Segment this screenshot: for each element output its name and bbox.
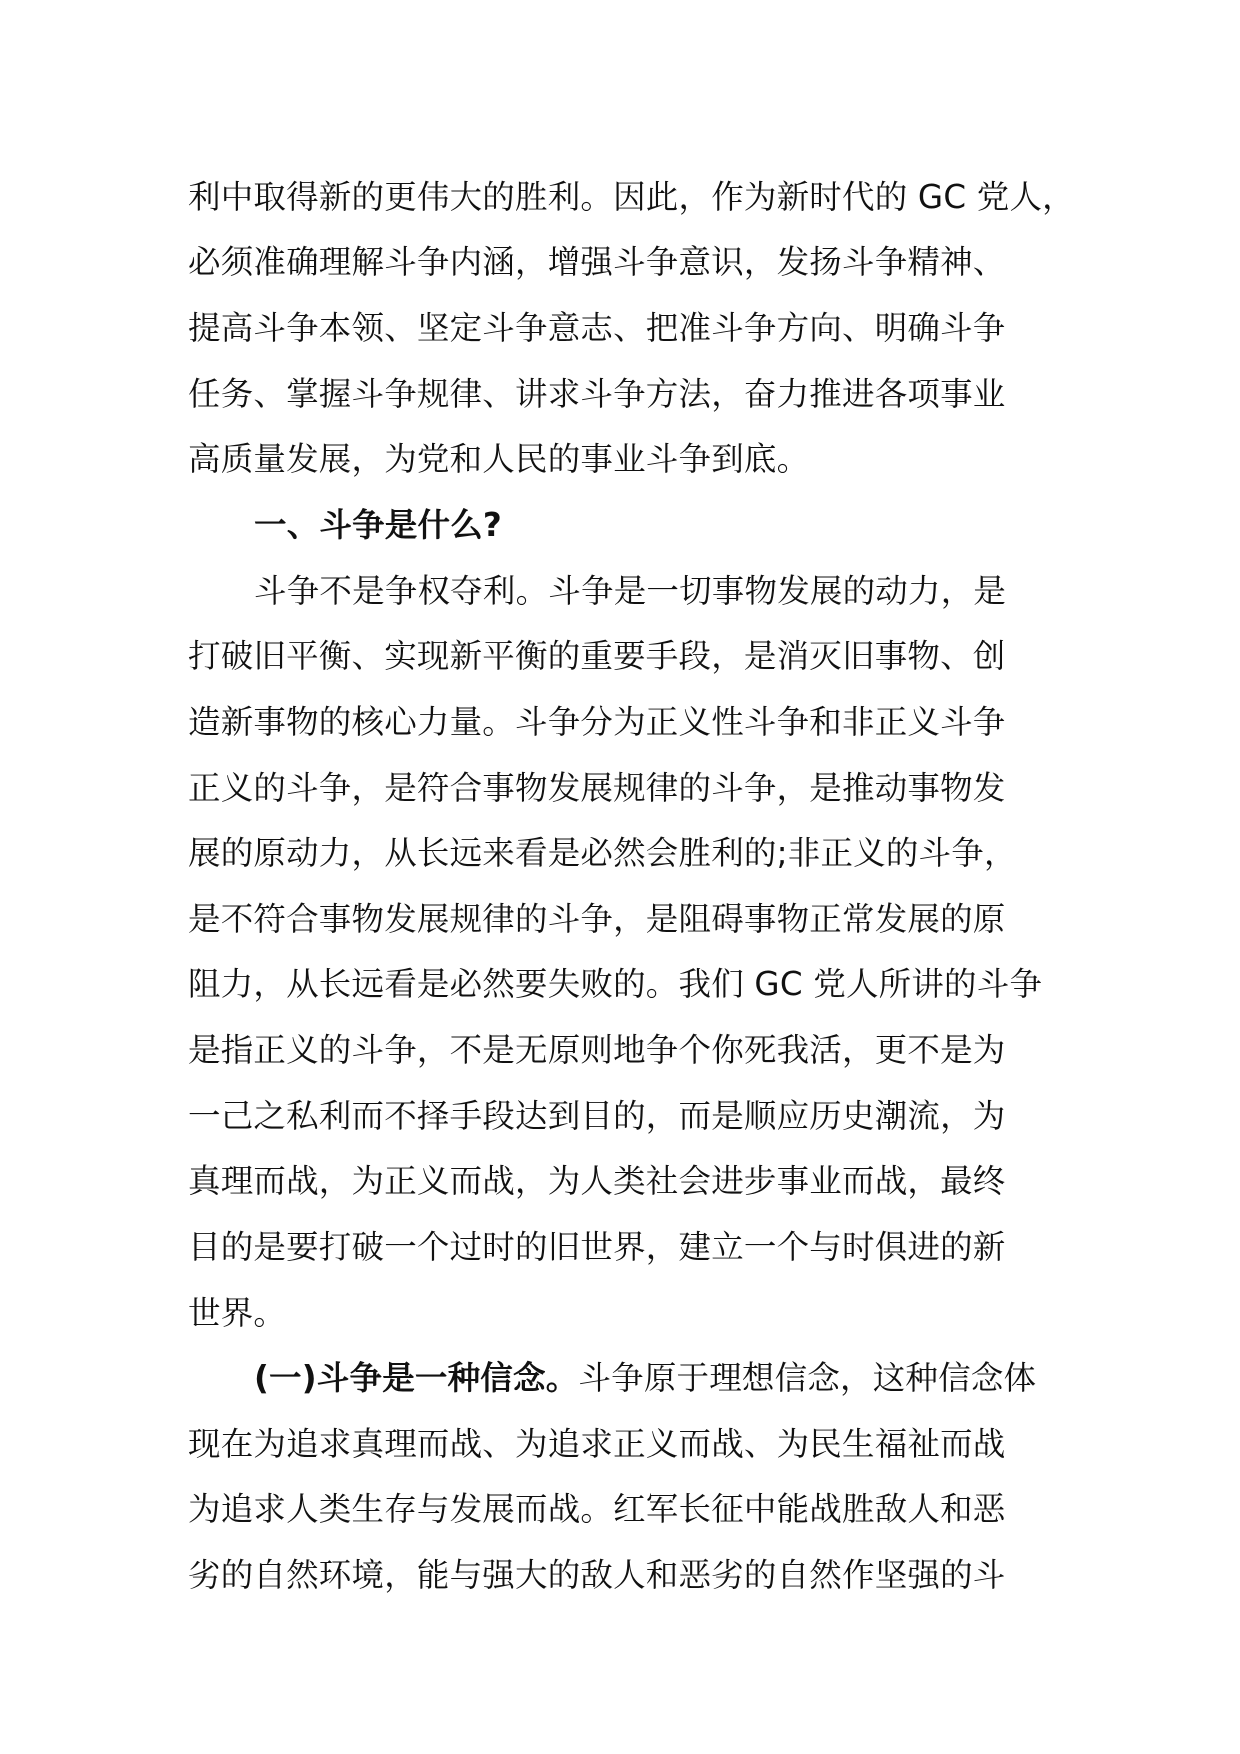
subsection-text: 斗争原于理想信念，这种信念体	[578, 1359, 1037, 1397]
text-line: 展的原动力，从长远来看是必然会胜利的;非正义的斗争，	[188, 834, 1017, 872]
text-line: 目的是要打破一个过时的旧世界，建立一个与时俱进的新	[188, 1228, 1006, 1266]
text-line: 提高斗争本领、坚定斗争意志、把准斗争方向、明确斗争	[188, 309, 1006, 347]
text-line: 利中取得新的更伟大的胜利。因此，作为新时代的 GC 党人，	[188, 178, 1075, 216]
text-line: 现在为追求真理而战、为追求正义而战、为民生福祉而战	[188, 1425, 1006, 1463]
text-line: 真理而战，为正义而战，为人类社会进步事业而战，最终	[188, 1162, 1006, 1200]
text-line: 正义的斗争，是符合事物发展规律的斗争，是推动事物发	[188, 769, 1006, 807]
text-line: 必须准确理解斗争内涵，增强斗争意识，发扬斗争精神、	[188, 243, 1006, 281]
text-line: 世界。	[188, 1294, 287, 1332]
text-line: 劣的自然环境，能与强大的敌人和恶劣的自然作坚强的斗	[188, 1556, 1006, 1594]
text-line: 为追求人类生存与发展而战。红军长征中能战胜敌人和恶	[188, 1490, 1006, 1528]
text-line: 是不符合事物发展规律的斗争，是阻碍事物正常发展的原	[188, 900, 1006, 938]
text-line: 阻力，从长远看是必然要失败的。我们 GC 党人所讲的斗争	[188, 965, 1043, 1003]
text-line: 高质量发展，为党和人民的事业斗争到底。	[188, 440, 810, 478]
subsection-line	[254, 1356, 1036, 1400]
text-line: 任务、掌握斗争规律、讲求斗争方法，奋力推进各项事业	[188, 375, 1006, 413]
subsection-heading: (一)斗争是一种信念。	[254, 1359, 579, 1397]
text-line: 造新事物的核心力量。斗争分为正义性斗争和非正义斗争	[188, 703, 1006, 741]
section-heading: 一、斗争是什么?	[254, 506, 502, 544]
text-line: 打破旧平衡、实现新平衡的重要手段，是消灭旧事物、创	[188, 637, 1006, 675]
text-line: 斗争不是争权夺利。斗争是一切事物发展的动力，是	[254, 572, 1007, 610]
text-line: 是指正义的斗争，不是无原则地争个你死我活，更不是为	[188, 1031, 1006, 1069]
text-line: 一己之私利而不择手段达到目的，而是顺应历史潮流，为	[188, 1097, 1006, 1135]
